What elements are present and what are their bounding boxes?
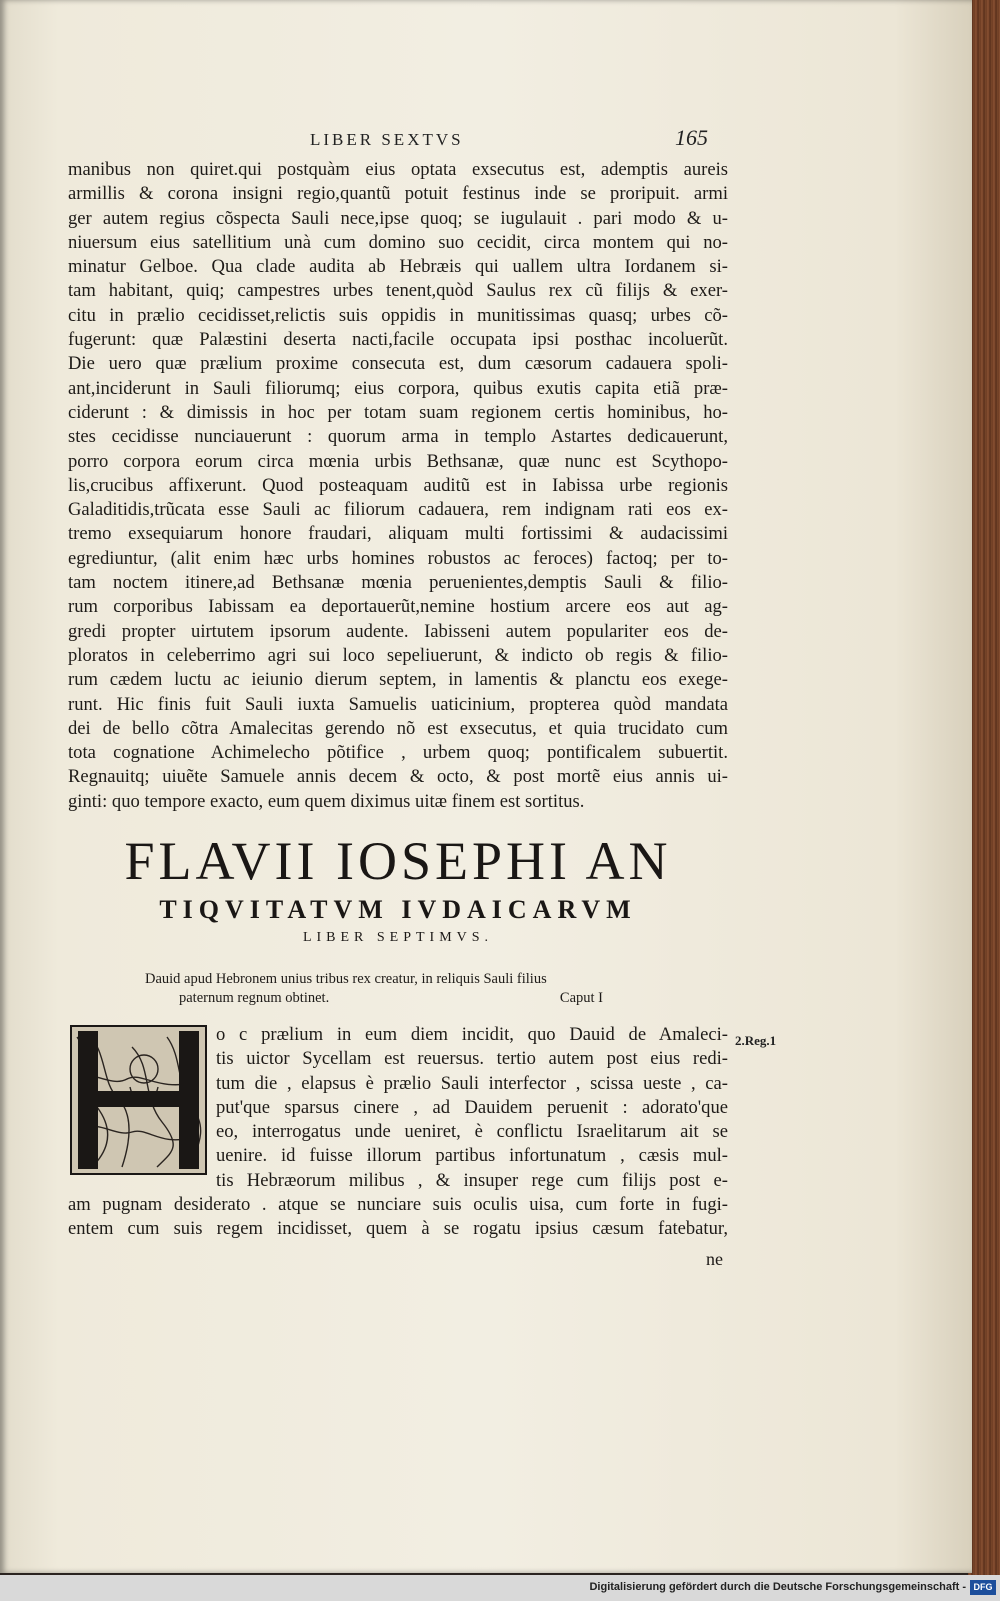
text-line: tremo exsequiarum honore fraudari, aliquam multi fortissimi & audacissimi (68, 523, 728, 545)
text-line: o c prælium in eum diem incidit, quo Dauid de Amaleci- (216, 1024, 728, 1045)
text-line: runt. Hic finis fuit Sauli iuxta Samuelis uaticinium, propterea quòd mandata (68, 693, 728, 715)
text-line: egrediuntur, (alit enim hæc urbs homines robustos ac feroces) factoq; per to- (68, 547, 728, 569)
text-line: niuersum eius satellitium unà cum domino suo cecidit, circa montem qui no- (68, 231, 728, 253)
chapter-text (68, 1023, 728, 1242)
text-line: Die uero quæ prælium proxime consecuta est, dum cæsorum cadauera spoli- (68, 353, 728, 375)
text-line: entem cum suis regem incidisset, quem à se rogatu ipsius cæsum fatebatur, (68, 1218, 728, 1240)
text-line: dei de bello cõtra Amalecitas gerendo nõ est exsecutus, et quia trucidato cum (68, 717, 728, 739)
running-head: LIBER SEXTVS (310, 130, 464, 149)
text-line: tam habitant, quiq; campestres urbes tenent,quòd Saulus rex cũ filijs & exer- (68, 280, 728, 302)
book-title-line-2: TIQVITATVM IVDAICARVM (159, 895, 637, 924)
text-line: stes cecidisse nunciauerunt : quorum arma in templo Astartes dedicauerunt, (68, 426, 728, 448)
book-title-line-1: FLAVII IOSEPHI AN (124, 831, 672, 891)
marginal-note: 2.Reg.1 (735, 1033, 777, 1048)
text-line: minatur Gelboe. Qua clade audita ab Hebræis qui uallem ultra Iordanem si- (68, 256, 728, 278)
text-line: tum die , elapsus è prælio Sauli interfector , scissa ueste , ca- (216, 1072, 728, 1094)
body-text (68, 158, 728, 814)
text-line: eo, interrogatus unde ueniret, è conflictu Israelitarum ait se (216, 1121, 728, 1143)
text-line: lis,crucibus affixerunt. Quod posteaquam auditũ est in Iabissa urbe regionis (68, 474, 728, 496)
summary-line: Dauid apud Hebronem unius tribus rex creatur, in reliquis Sauli filius (145, 971, 547, 987)
text-line: citu in prælio cecidisset,relictis suis oppidis in munitissimas quasq; urbes cõ- (68, 304, 728, 326)
text-line: ant,inciderunt in Sauli filiorumq; eius corpora, quibus exutis capita etiã præ- (68, 377, 728, 399)
text-line: porro corpora eorum circa mœnia urbis Bethsanæ, quæ nunc est Scythopo- (68, 450, 728, 472)
text-line: put'que sparsus cinere , ad Dauidem peruenit : adorato'que (216, 1096, 728, 1118)
text-line: armillis & corona insigni regio,quantũ potuit festinus inde se proripuit. armi (68, 183, 728, 205)
text-line: rum cædem luctu ac ieiunio dierum septem, in lamentis & planctu eos exege- (68, 669, 728, 691)
page-number: 165 (675, 125, 708, 150)
text-line: ciderunt : & dimissis in hoc per totam suam regionem certis hominibus, ho- (68, 401, 728, 423)
chapter-summary (145, 970, 665, 1008)
book-page-edges (968, 0, 1000, 1575)
text-line: rum corporibus Iabissam ea deportauerũt,nemine hostium arcere eos aut ag- (68, 596, 728, 618)
text-line: gredi propter uirtutem ipsorum audente. Iabisseni autem populariter eos de- (68, 620, 728, 642)
text-line: fugerunt: quæ Palæstini deserta nacti,facile occupata ipsi posthac incoluerũt. (68, 329, 728, 351)
footer-bar (0, 1575, 1000, 1601)
text-line: manibus non quiret.qui postquàm eius optata exsecutus est, ademptis aureis (68, 159, 728, 180)
chapter-number: Caput I (559, 990, 603, 1006)
text-line: tis uictor Sycellam est reuersus. tertio autem post eius redi- (216, 1048, 728, 1070)
text-line: tis Hebræorum milibus , & insuper rege cum filijs post e- (216, 1169, 728, 1191)
summary-line: paternum regnum obtinet. (179, 990, 330, 1006)
text-line: ger autem regius cõspecta Sauli nece,ipse quoq; se iugulauit . pari modo & u- (68, 207, 728, 229)
text-line: tota cognatione Achimelecho põtifice , urbem quoq; pontificalem subuertit. (68, 742, 728, 764)
text-line: Regnauitq; uiuẽte Samuele annis decem & octo, & post mortẽ eius annis ui- (68, 766, 728, 788)
dfg-logo: DFG (970, 1580, 996, 1595)
text-line: tam noctem itinere,ad Bethsanæ mœnia peruenientes,demptis Sauli & filio- (68, 572, 728, 594)
book-subtitle: LIBER SEPTIMVS. (302, 930, 494, 945)
text-line: ploratos in celeberrimo agri sui loco sepeliuerunt, & indicto ob regis & filio- (68, 644, 728, 666)
catchword: ne (706, 1249, 723, 1269)
text-line: am pugnam desiderato . atque se nunciare suis oculis uisa, cum forte in fugi- (68, 1194, 728, 1216)
text-line: uenire. id fuisse illorum partibus infortunatum , cæsis mul- (216, 1145, 728, 1167)
text-line: ginti: quo tempore exacto, eum quem diximus uitæ finem est sortitus. (68, 790, 585, 812)
drop-initial-letter: H (134, 1159, 142, 1170)
footer-credit: Digitalisierung gefördert durch die Deutsche Forschungsgemeinschaft - (589, 1581, 966, 1593)
text-line: Galaditidis,trũcata esse Sauli ac filiorum cadauera, rem indignam rati eos ex- (68, 499, 728, 521)
